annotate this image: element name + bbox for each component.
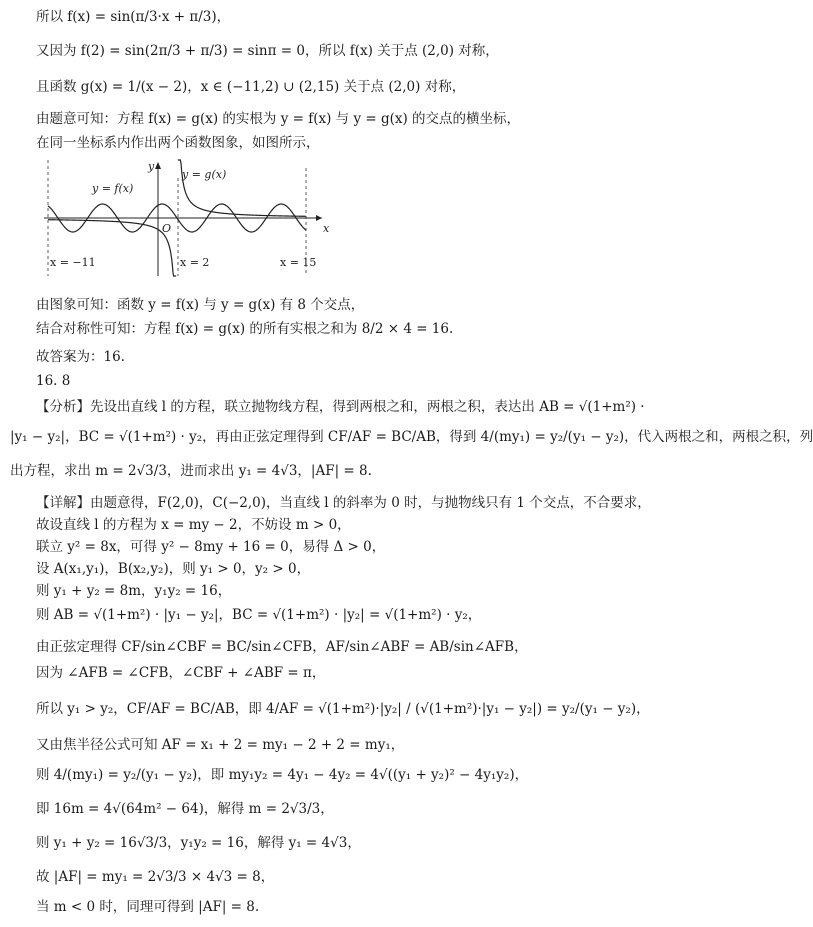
text-line: 即 16m = 4√(64m² − 64)，解得 m = 2√3/3， [36, 801, 334, 817]
text-line: 所以 f(x) = sin(π/3·x + π/3)， [36, 9, 231, 25]
text-line: 又由焦半径公式可知 AF = x₁ + 2 = my₁ − 2 + 2 = my₁， [36, 737, 405, 753]
text-line: 结合对称性可知：方程 f(x) = g(x) 的所有实根之和为 8/2 × 4 = 16. [36, 321, 454, 337]
text-line: 故答案为：16. [36, 349, 125, 365]
text-line: 由正弦定理得 CF/sin∠CBF = BC/sin∠CFB，AF/sin∠ABF = AB/sin∠AFB， [36, 639, 528, 655]
text-line: 【详解】由题意得，F(2,0)，C(−2,0)，当直线 l 的斜率为 0 时，与抛物线只有 1 个交点，不合要求， [36, 495, 651, 511]
label-f: y = f(x) [92, 182, 134, 195]
text-line: 设 A(x₁,y₁)，B(x₂,y₂)，则 y₁ > 0，y₂ > 0， [36, 561, 311, 577]
text-line: 由题意可知：方程 f(x) = g(x) 的实根为 y = f(x) 与 y = g(x) 的交点的横坐标， [36, 111, 521, 127]
text-line: 联立 y² = 8x，可得 y² − 8my + 16 = 0，易得 Δ > 0， [36, 539, 386, 555]
text-line: 则 y₁ + y₂ = 16√3/3，y₁y₂ = 16，解得 y₁ = 4√3， [36, 835, 361, 851]
text-line: 且函数 g(x) = 1/(x − 2)，x ∈ (−11,2) ∪ (2,15) 关于点 (2,0) 对称， [36, 79, 466, 95]
label-y: y [148, 160, 155, 173]
label-g: y = g(x) [182, 168, 227, 181]
text-line: 【分析】先设出直线 l 的方程，联立抛物线方程，得到两根之和，两根之积，表达出 AB = √(1+m²) · [36, 399, 645, 415]
label-mid: x = 2 [180, 256, 210, 269]
y-axis-arrow [155, 162, 161, 169]
text-line: 由图象可知：函数 y = f(x) 与 y = g(x) 有 8 个交点， [36, 297, 365, 313]
text-line: 所以 y₁ > y₂，CF/AF = BC/AB，即 4/AF = √(1+m²)·|y₂| / (√(1+m²)·|y₁ − y₂|) = y₂/(y₁ − y₂)， [36, 701, 650, 717]
label-right: x = 15 [280, 256, 317, 269]
label-x: x [323, 222, 330, 235]
label-o: O [162, 222, 172, 235]
text-line: 当 m < 0 时，同理可得到 |AF| = 8. [36, 899, 260, 915]
text-line: 因为 ∠AFB = ∠CFB，∠CBF + ∠ABF = π， [36, 665, 326, 681]
x-axis-arrow [316, 215, 322, 221]
text-line: 在同一坐标系内作出两个函数图象，如图所示， [36, 135, 320, 151]
text-line: 16. 8 [36, 373, 71, 389]
text-line: 则 AB = √(1+m²) · |y₁ − y₂|，BC = √(1+m²) · |y₂| = √(1+m²) · y₂， [36, 607, 482, 623]
text-line: |y₁ − y₂|，BC = √(1+m²) · y₂，再由正弦定理得到 CF/AF = BC/AB，得到 4/(my₁) = y₂/(y₁ − y₂)，代入两根之和，两根之积，列 [10, 429, 813, 445]
text-line: 故设直线 l 的方程为 x = my − 2，不妨设 m > 0， [36, 517, 351, 533]
function-graph [40, 158, 340, 278]
text-line: 则 y₁ + y₂ = 8m，y₁y₂ = 16， [36, 583, 232, 599]
text-line: 则 4/(my₁) = y₂/(y₁ − y₂)，即 my₁y₂ = 4y₁ − 4y₂ = 4√((y₁ + y₂)² − 4y₁y₂)， [36, 767, 529, 783]
text-line: 故 |AF| = my₁ = 2√3/3 × 4√3 = 8， [36, 869, 275, 885]
label-left: x = −11 [50, 256, 96, 269]
text-line: 又因为 f(2) = sin(2π/3 + π/3) = sinπ = 0，所以 f(x) 关于点 (2,0) 对称， [36, 43, 499, 59]
text-line: 出方程，求出 m = 2√3/3，进而求出 y₁ = 4√3，|AF| = 8. [10, 463, 372, 479]
